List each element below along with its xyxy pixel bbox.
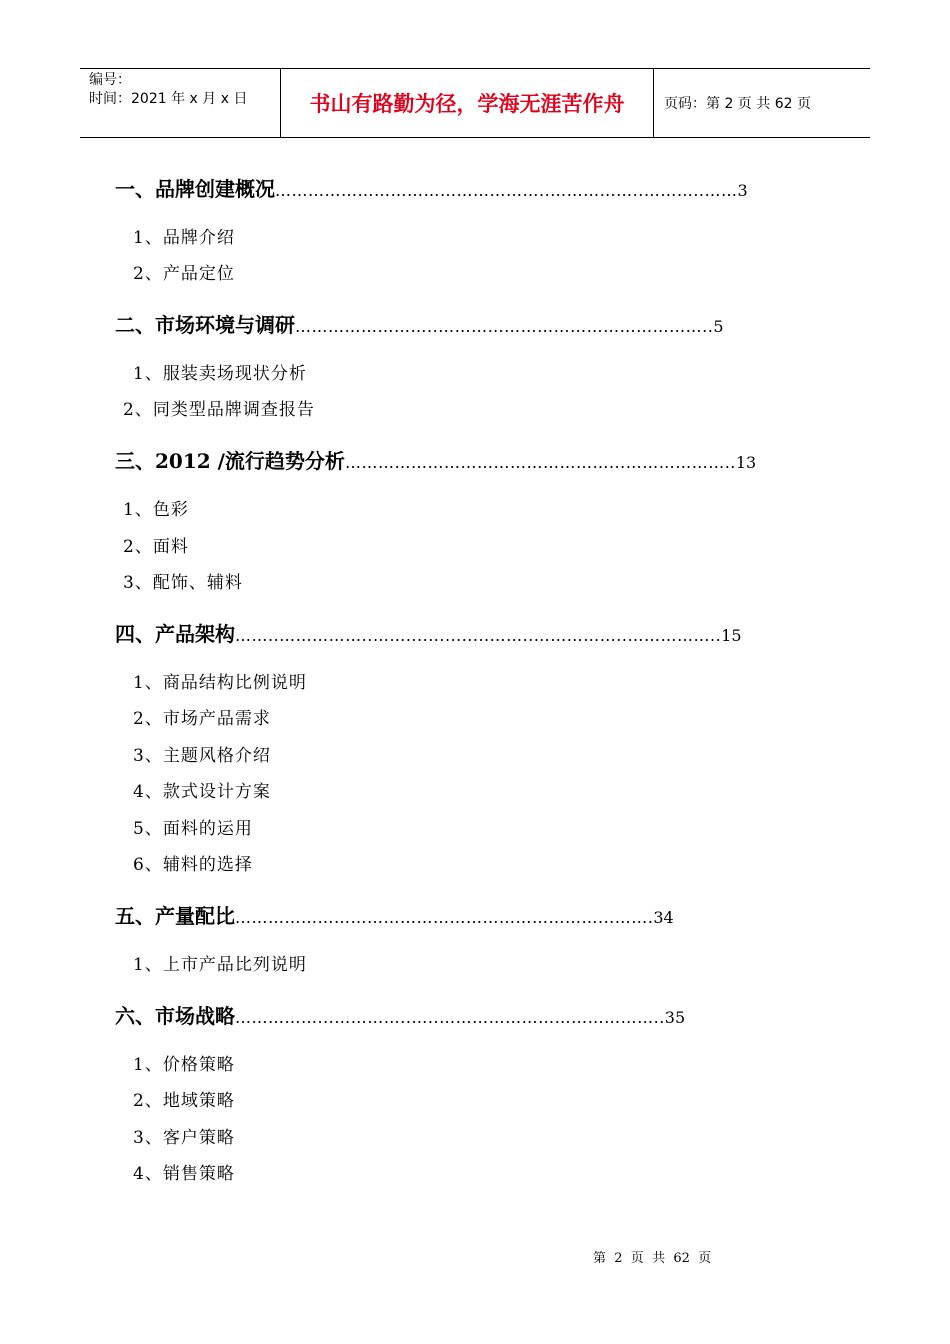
toc-leader-dots: ……………………..………………………………………….. [295,317,714,336]
toc-item[interactable]: 3、客户策略 [133,1128,235,1148]
header-page-info: 页码：第 2 页 共 62 页 [664,96,811,112]
header-number: 编号： [89,72,131,88]
toc-item[interactable]: 3、主题风格介绍 [133,746,271,766]
header-time: 时间：2021 年 x 月 x 日 [89,91,248,107]
toc-leader-dots: …………………………………………..……………..………..…… [275,181,738,200]
toc-item[interactable]: 2、产品定位 [133,264,235,284]
toc-section-title: 六、市场战略 [115,1004,235,1028]
toc-item[interactable]: 1、商品结构比例说明 [133,673,307,693]
toc-item[interactable]: 2、同类型品牌调查报告 [123,400,315,420]
toc-leader-dots: …………………………………………………………...……. [235,908,654,927]
page-footer: 第 2 页 共 62 页 [593,1251,712,1266]
toc-item[interactable]: 1、价格策略 [133,1055,235,1075]
toc-section-6[interactable] [115,1000,685,1029]
toc-item[interactable]: 4、销售策略 [133,1164,235,1184]
toc-item[interactable]: 1、上市产品比列说明 [133,955,307,975]
toc-page-number: 34 [653,908,674,927]
toc-page-number: 35 [664,1008,686,1027]
header-motto: 书山有路勤为径，学海无涯苦作舟 [281,69,654,137]
toc-item[interactable]: 3、配饰、辅料 [123,573,243,593]
toc-page-number: 15 [721,626,742,645]
toc-section-title: 二、市场环境与调研 [115,313,295,337]
toc-section-2[interactable] [115,309,724,338]
toc-section-3[interactable] [115,445,756,474]
toc-page-number: 13 [735,453,757,472]
toc-item[interactable]: 5、面料的运用 [133,819,253,839]
toc-item[interactable]: 4、款式设计方案 [133,782,271,802]
toc-section-title: 一、品牌创建概况 [115,177,275,201]
toc-item[interactable]: 2、地域策略 [133,1091,235,1111]
toc-section-4[interactable] [115,618,742,647]
toc-section-5[interactable] [115,900,674,929]
toc-item[interactable]: 6、辅料的选择 [133,855,253,875]
toc-leader-dots: ……………...…………..…..………………………………….. [235,1008,665,1027]
page-header [80,68,870,138]
toc-item[interactable]: 1、品牌介绍 [133,228,235,248]
toc-item[interactable]: 2、面料 [123,537,189,557]
toc-page-number: 3 [737,181,748,200]
toc-item[interactable]: 1、服装卖场现状分析 [133,364,307,384]
toc-page-number: 5 [713,317,724,336]
toc-section-title: 四、产品架构 [115,622,235,646]
toc-section-title: 三、2012 /流行趋势分析 [115,449,345,473]
toc-item[interactable]: 1、色彩 [123,500,189,520]
toc-section-1[interactable] [115,173,748,202]
toc-item[interactable]: 2、市场产品需求 [133,709,271,729]
toc-leader-dots: …………………………………………...……………….. [344,453,736,472]
toc-leader-dots: ……..……………..……...............……..……………..…………….. [235,626,722,645]
toc-section-title: 五、产量配比 [115,904,235,928]
header-meta [80,69,281,137]
